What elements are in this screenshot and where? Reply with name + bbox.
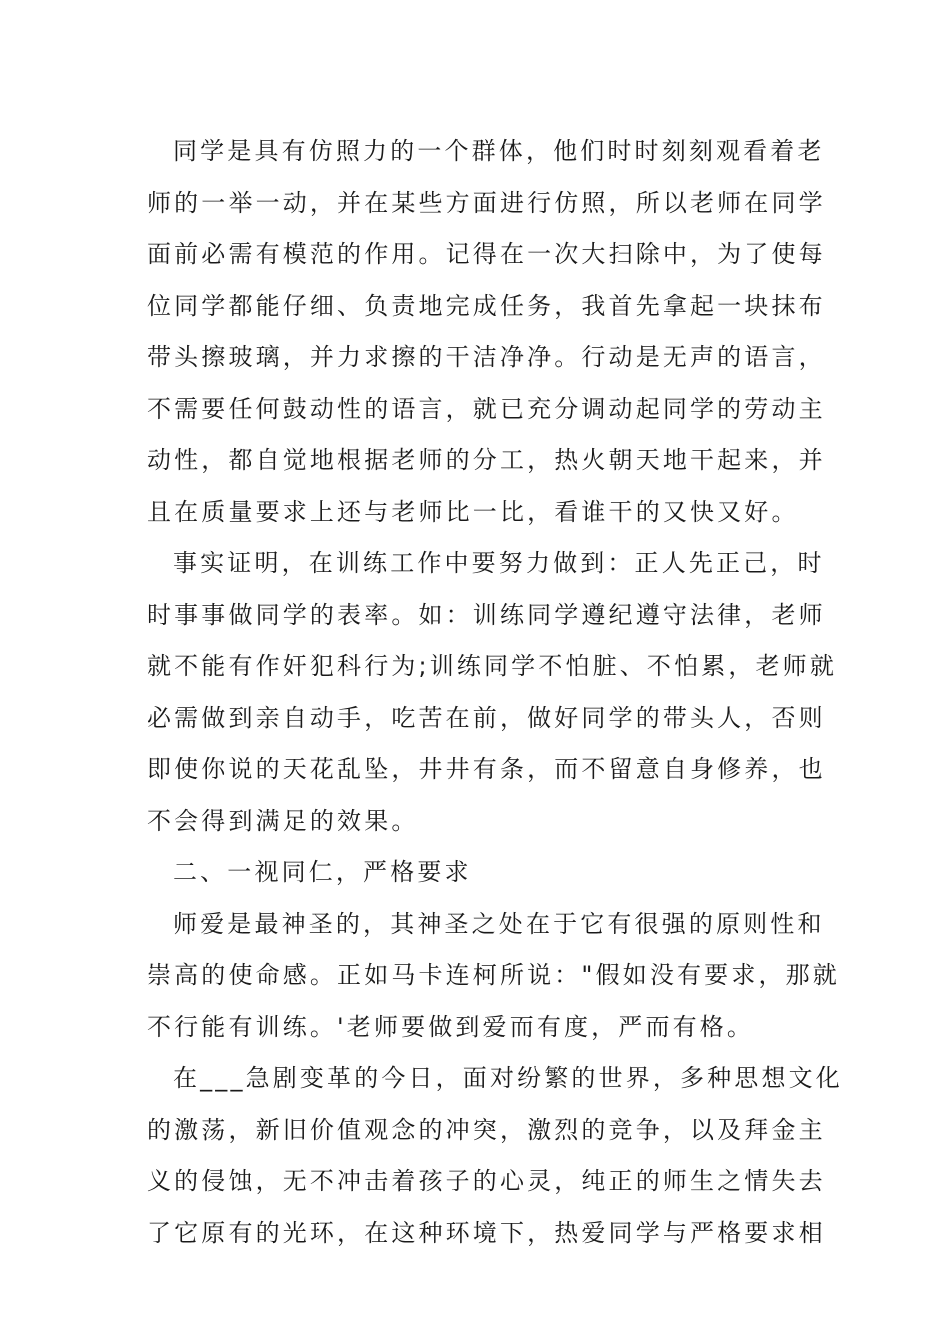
document-body — [147, 126, 843, 1259]
paragraph-line: 同学是具有仿照力的一个群体，他们时时刻刻观看着老 — [173, 137, 825, 165]
paragraph-line: 义的侵蚀，无不冲击着孩子的心灵，纯正的师生之情失去 — [147, 1167, 826, 1195]
paragraph-line: 必需做到亲自动手，吃苦在前，做好同学的带头人，否则 — [147, 703, 826, 732]
paragraph-line: 师爱是最神圣的，其神圣之处在于它有很强的原则性和 — [173, 909, 825, 938]
paragraph-line: 的激荡，新旧价值观念的冲突，激烈的竞争，以及拜金主 — [147, 1115, 826, 1144]
paragraph-line: 时事事做同学的表率。如：训练同学遵纪遵守法律，老师 — [147, 600, 826, 629]
paragraph-line: 即使你说的天花乱坠，井井有条，而不留意自身修养，也 — [147, 755, 826, 783]
paragraph-line: 不行能有训练。'老师要做到爱而有度，严而有格。 — [147, 1012, 755, 1041]
paragraph-line: 不需要任何鼓动性的语言，就已充分调动起同学的劳动主 — [147, 394, 826, 423]
paragraph-line: 事实证明，在训练工作中要努力做到：正人先正己，时 — [173, 549, 825, 577]
paragraph-line: 面前必需有模范的作用。记得在一次大扫除中，为了使每 — [147, 240, 826, 268]
paragraph-line: 崇高的使命感。正如马卡连柯所说："假如没有要求，那就 — [147, 961, 840, 989]
paragraph-line: 师的一举一动，并在某些方面进行仿照，所以老师在同学 — [147, 188, 826, 217]
paragraph-line: 就不能有作奸犯科行为;训练同学不怕脏、不怕累，老师就 — [147, 652, 837, 680]
paragraph-line: 带头擦玻璃，并力求擦的干洁净净。行动是无声的语言， — [147, 343, 826, 371]
section-heading: 二、一视同仁，严格要求 — [173, 858, 472, 886]
paragraph-line: 在___急剧变革的今日，面对纷繁的世界，多种思想文化 — [173, 1064, 843, 1092]
paragraph-line: 且在质量要求上还与老师比一比，看谁干的又快又好。 — [147, 497, 799, 526]
paragraph-line: 动性，都自觉地根据老师的分工，热火朝天地干起来，并 — [147, 446, 826, 474]
paragraph-line: 不会得到满足的效果。 — [147, 806, 419, 835]
paragraph-line: 位同学都能仔细、负责地完成任务，我首先拿起一块抹布 — [147, 291, 826, 320]
paragraph-line: 了它原有的光环，在这种环境下，热爱同学与严格要求相 — [147, 1218, 826, 1247]
